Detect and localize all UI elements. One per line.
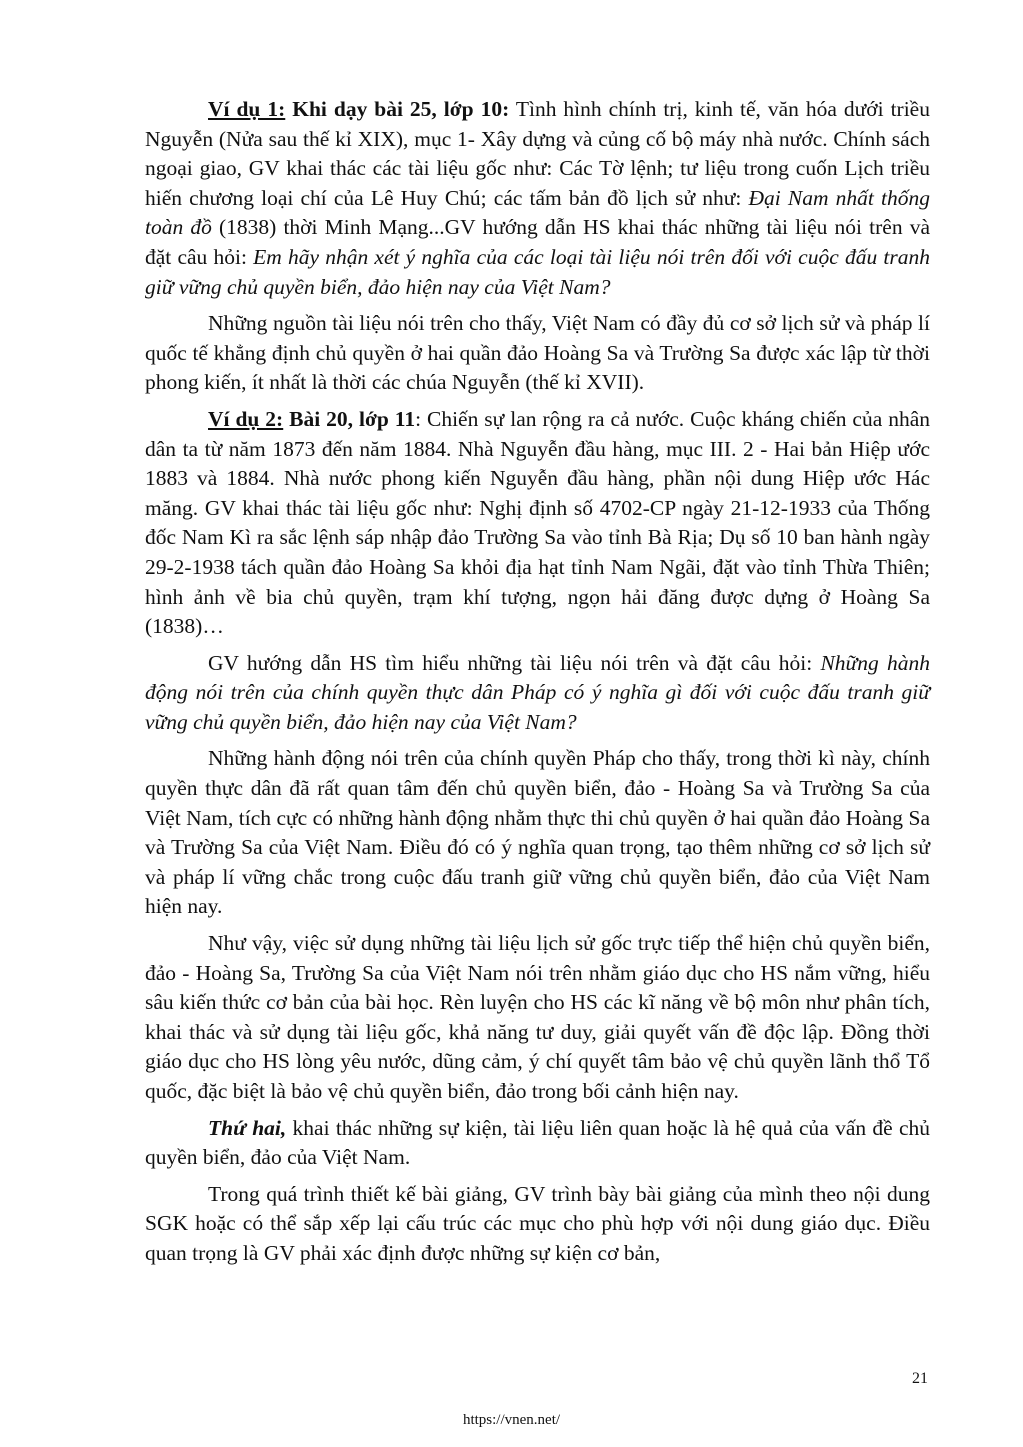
second-point-text: khai thác những sự kiện, tài liệu liên quan hoặc là hệ quả của vấn đề chủ quyền biển, đảo của Việt Nam. — [145, 1115, 930, 1170]
example-1-question: Em hãy nhận xét ý nghĩa của các loại tài liệu nói trên đối với cuộc đấu tranh giữ vững chủ quyền biển, đảo hiện nay của Việt Nam? — [145, 244, 930, 299]
example-2-text: : Chiến sự lan rộng ra cả nước. Cuộc kháng chiến của nhân dân ta từ năm 1873 đến năm 1884. Nhà Nguyễn đầu hàng, mục III. 2 - Hai bản Hiệp ước 1883 và 1884. Nhà nước phong kiến Nguyễn đầu hàng, phần nội dung Hiệp ước Hác măng. GV khai thác tài liệu gốc như: Nghị định số 4702-CP ngày 21-12-1933 của Thống đốc Nam Kì ra sắc lệnh sáp nhập đảo Trường Sa vào tỉnh Bà Rịa; Dụ số 10 ban hành ngày 29-2-1938 tách quần đảo Hoàng Sa khỏi địa hạt tỉnh Nam Ngãi, đặt vào tỉnh Thừa Thiên; hình ảnh về bia chủ quyền, trạm khí tượng, ngọn hải đăng được dựng ở Hoàng Sa (1838)… — [145, 406, 930, 639]
page-number: 21 — [912, 1370, 928, 1387]
example-1-lesson: Khi dạy bài 25, lớp 10: — [285, 97, 510, 121]
document-body — [145, 95, 930, 1276]
teacher-guidance-text: GV hướng dẫn HS tìm hiểu những tài liệu nói trên và đặt câu hỏi: — [208, 650, 821, 675]
paragraph-example-1 — [145, 95, 930, 302]
example-2-lesson: Bài 20, lớp 11 — [283, 406, 416, 431]
paragraph-example-2 — [145, 405, 930, 642]
map-title: Đại Nam nhất thống toàn đồ — [145, 185, 930, 240]
example-1-text: Tình hình chính trị, kinh tế, văn hóa dưới triều Nguyễn (Nửa sau thế kỉ XIX), mục 1- Xây dựng và củng cố bộ máy nhà nước. Chính sách ngoại giao, GV khai thác các tài liệu gốc như: Các Tờ lệnh; tư liệu trong cuốn Lịch triều hiến chương loại chí của Lê Huy Chú; các tấm bản đồ lịch sử như: — [145, 97, 930, 210]
paragraph-second-point — [145, 1114, 930, 1173]
example-1-label: Ví dụ 1: — [208, 97, 286, 121]
example-1-text-2: (1838) thời Minh Mạng...GV hướng dẫn HS khai thác những tài liệu nói trên và đặt câu hỏi: — [145, 215, 930, 269]
second-point-label: Thứ hai, — [208, 1115, 287, 1140]
paragraph-teacher-question — [145, 649, 930, 738]
paragraph-sources-conclusion: Những nguồn tài liệu nói trên cho thấy, Việt Nam có đầy đủ cơ sở lịch sử và pháp lí quốc tế khẳng định chủ quyền ở hai quần đảo Hoàng Sa và Trường Sa được xác lập từ thời phong kiến, ít nhất là thời các chúa Nguyễn (thế kỉ XVII). — [145, 311, 930, 395]
example-2-label: Ví dụ 2: — [208, 406, 284, 431]
paragraph-french-actions: Những hành động nói trên của chính quyền Pháp cho thấy, trong thời kì này, chính quyền thực dân đã rất quan tâm đến chủ quyền biển, đảo - Hoàng Sa và Trường Sa của Việt Nam, tích cực có những hành động nhằm thực thi chủ quyền ở hai quần đảo Hoàng Sa và Trường Sa của Việt Nam. Điều đó có ý nghĩa quan trọng, tạo thêm những cơ sở lịch sử và pháp lí vững chắc trong cuộc đấu tranh giữ vững chủ quyền biển, đảo của Việt Nam hiện nay. — [145, 746, 930, 919]
paragraph-summary: Như vậy, việc sử dụng những tài liệu lịch sử gốc trực tiếp thể hiện chủ quyền biển, đảo - Hoàng Sa, Trường Sa của Việt Nam nói trên nhằm giáo dục cho HS nắm vững, hiểu sâu kiến thức cơ bản của bài học. Rèn luyện cho HS các kĩ năng về bộ môn như phân tích, khai thác và sử dụng tài liệu gốc, khả năng tư duy, giải quyết vấn đề độc lập. Đồng thời giáo dục cho HS lòng yêu nước, dũng cảm, ý chí quyết tâm bảo vệ chủ quyền lãnh thổ Tổ quốc, đặc biệt là bảo vệ chủ quyền biển, đảo trong bối cảnh hiện nay. — [145, 931, 930, 1103]
example-2-question: Những hành động nói trên của chính quyền thực dân Pháp có ý nghĩa gì đối với cuộc đấu tranh giữ vững chủ quyền biển, đảo hiện nay của Việt Nam? — [145, 650, 930, 734]
footer-url: https://vnen.net/ — [462, 1412, 561, 1428]
paragraph-lesson-design: Trong quá trình thiết kế bài giảng, GV trình bày bài giảng của mình theo nội dung SGK hoặc có thể sắp xếp lại cấu trúc các mục cho phù hợp với nội dung giáo dục. Điều quan trọng là GV phải xác định được những sự kiện cơ bản, — [145, 1181, 930, 1265]
